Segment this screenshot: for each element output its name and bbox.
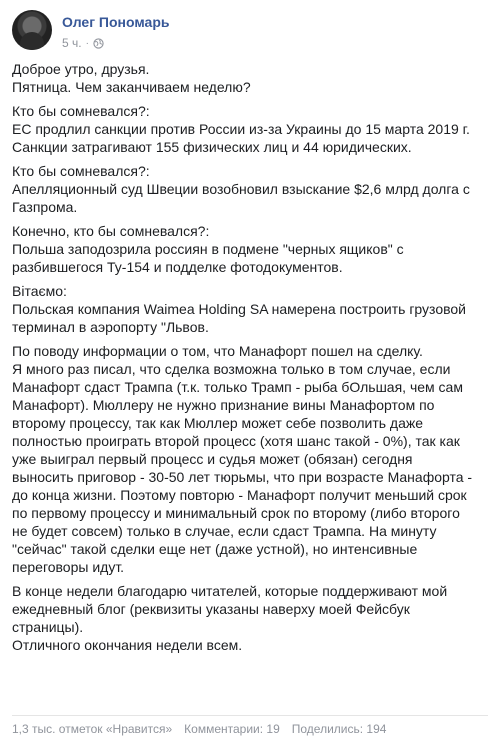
post-text-line: уже выиграл первый процесс и судья может (обязан) сегодня (12, 451, 413, 467)
author-name[interactable]: Олег Пономарь (62, 14, 170, 30)
post-text-line: Вітаємо: (12, 283, 67, 299)
post-paragraph (12, 162, 490, 216)
comments-count[interactable]: Комментарии: 19 (184, 722, 280, 736)
post-header (12, 10, 488, 54)
post-text-line: Доброе утро, друзья. (12, 61, 150, 77)
likes-count[interactable]: 1,3 тыс. отметок «Нравится» (12, 722, 173, 736)
post-paragraph (12, 282, 490, 336)
post-text-line: переговоры идут. (12, 559, 125, 575)
post-text-line: терминал в аэропорту "Львов. (12, 319, 209, 335)
avatar[interactable] (12, 10, 52, 50)
post-paragraph (12, 222, 490, 276)
globe-icon[interactable] (93, 38, 104, 49)
post-text-line: ежедневный блог (реквизиты указаны наверху моей Фейсбук (12, 601, 410, 617)
post-text-line: выносить приговор - 30-50 лет тюрьмы, что при возрасте Манафорта - (12, 469, 473, 485)
meta-separator: · (85, 37, 89, 49)
post-text-line: Газпрома. (12, 199, 78, 215)
post-paragraph (12, 582, 490, 654)
post-text-line: По поводу информации о том, что Манафорт пошел на сделку. (12, 343, 423, 359)
post-text-line: Кто бы сомневался?: (12, 163, 150, 179)
post-text-line: Польская компания Waimea Holding SA намерена построить грузовой (12, 301, 466, 317)
post-paragraph (12, 60, 490, 96)
post-text-line: Пятница. Чем заканчиваем неделю? (12, 79, 251, 95)
post-time[interactable]: 5 ч. (62, 36, 82, 50)
post-text-line: страницы). (12, 619, 84, 635)
post-text-line: Польша заподозрила россиян в подмене "черных ящиков" с (12, 241, 404, 257)
post-text-line: Санкции затрагивают 155 физических лиц и 44 юридических. (12, 139, 412, 155)
post-text-line: Апелляционный суд Швеции возобновил взыскание $2,6 млрд долга с (12, 181, 470, 197)
post-text-line: по первому процессу и минимальный срок по второму (либо второго (12, 505, 460, 521)
post-text-line: Конечно, кто бы сомневался?: (12, 223, 210, 239)
post-text-line: до конца жизни. Поэтому повторю - Манафорт получит меньший срок (12, 487, 467, 503)
post-text-line: Отличного окончания недели всем. (12, 637, 243, 653)
post-paragraph (12, 102, 490, 156)
post-text-line: не будет совсем) только в случае, если сдаст Трампа. На минуту (12, 523, 437, 539)
post-meta (62, 36, 104, 50)
post-text-line: разбившегося Ту-154 и подделке фотодокументов. (12, 259, 343, 275)
post-footer (12, 715, 488, 737)
post-text-line: В конце недели благодарю читателей, которые поддерживают мой (12, 583, 448, 599)
shares-count[interactable]: Поделились: 194 (291, 722, 387, 736)
post-text-line: ЕС продлил санкции против России из-за Украины до 15 марта 2019 г. (12, 121, 470, 137)
post-text-line: полностью проиграть второй процесс (хотя шанс такой - 0%), так как (12, 433, 460, 449)
post-paragraph (12, 342, 490, 576)
post-text-line: Манафорт). Мюллеру не нужно признание вины Манафортом по (12, 397, 435, 413)
post-text-line: Я много раз писал, что сделка возможна только в том случае, если (12, 361, 451, 377)
post-text-line: Кто бы сомневался?: (12, 103, 150, 119)
post-text-line: второму процессу, так как Мюллер может себе позволить даже (12, 415, 424, 431)
post-text-line: "сейчас" такой сделки еще нет (даже устной), но интенсивные (12, 541, 418, 557)
post-text-line: Манафорт сдаст Трампа (т.к. только Трамп - рыба бОльшая, чем сам (12, 379, 463, 395)
post-text (12, 60, 490, 660)
